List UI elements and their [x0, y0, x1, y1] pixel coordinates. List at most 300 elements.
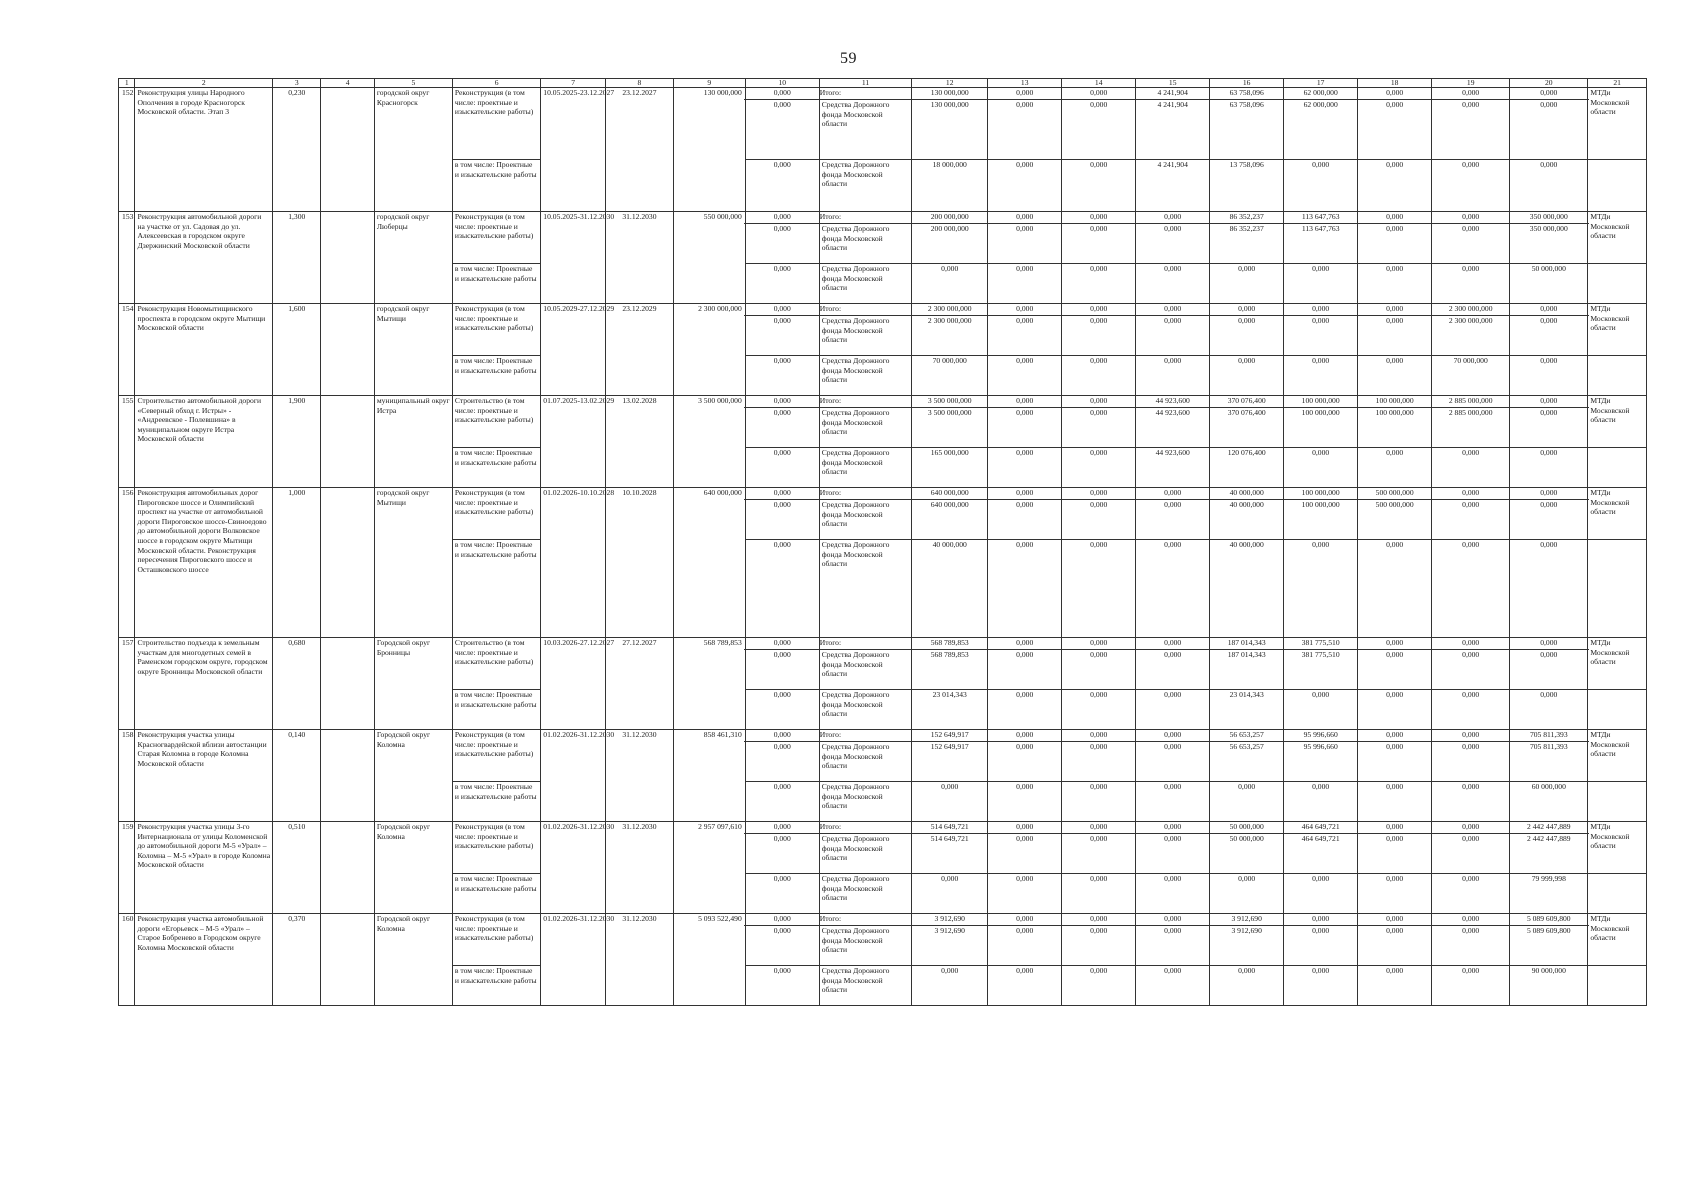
funding-year-16 — [1210, 304, 1284, 356]
funding-year-15 — [1136, 212, 1210, 264]
column-number-cell: 13 — [988, 79, 1062, 88]
funding-regional-value: 0,000 — [1164, 926, 1182, 935]
project-row — [119, 212, 1647, 264]
funding-total-value: 350 000,000 — [1508, 212, 1589, 224]
object-name: Реконструкция участка улицы Красногвардейской вблизи автостанции Старая Коломна в городе Коломна Московской области — [135, 730, 273, 822]
column-number-cell: 6 — [452, 79, 540, 88]
funding-year-20 — [1510, 914, 1588, 966]
funding-regional-value: 500 000,000 — [1375, 500, 1414, 509]
funding-year-15 — [1136, 822, 1210, 874]
funding-prior-regional: 0,000 — [773, 926, 791, 935]
funding-total-value: 464 649,721 — [1282, 822, 1359, 834]
funding-total-value: 0,000 — [1430, 88, 1511, 100]
funding-year-16 — [1210, 822, 1284, 874]
funding-total-value: 0,000 — [1356, 212, 1433, 224]
funding-regional-value: 0,000 — [1462, 742, 1480, 751]
funding-total-value: 3 912,690 — [910, 914, 989, 926]
funding-prior-total: 0,000 — [744, 822, 821, 834]
funding-regional-value: 0,000 — [1090, 926, 1108, 935]
funding-regional-value: 0,000 — [1164, 742, 1182, 751]
row-number: 152 — [119, 88, 135, 212]
source-regional-label: Средства Дорожного фонда Московской области — [821, 650, 890, 679]
column-number-cell: 4 — [321, 79, 374, 88]
funding-prior-total: 0,000 — [744, 730, 821, 742]
funding-sub-value: 0,000 — [1284, 160, 1358, 212]
funding-prior-sub: 0,000 — [745, 690, 819, 730]
funding-regional-value: 187 014,343 — [1227, 650, 1266, 659]
funding-sub-value: 0,000 — [1358, 874, 1432, 914]
funding-regional-value: 0,000 — [1090, 316, 1108, 325]
municipality: городской округ Мытищи — [374, 304, 452, 396]
funding-sub-value: 0,000 — [988, 782, 1062, 822]
funding-total-value: 0,000 — [1208, 304, 1285, 316]
funding-prior-sub: 0,000 — [745, 966, 819, 1006]
funding-year-17 — [1284, 638, 1358, 690]
funding-sub-value: 0,000 — [912, 264, 988, 304]
work-type-sub: в том числе: Проектные и изыскательские работы — [452, 782, 540, 822]
source-regional-label: Средства Дорожного фонда Московской области — [821, 408, 890, 437]
funding-sub-value: 0,000 — [1284, 966, 1358, 1006]
funding-year-16 — [1210, 638, 1284, 690]
source-sub-label: Средства Дорожного фонда Московской области — [819, 264, 911, 304]
funding-regional-value: 0,000 — [1462, 834, 1480, 843]
source-regional-label: Средства Дорожного фонда Московской области — [821, 742, 890, 771]
funding-year-15 — [1136, 88, 1210, 160]
work-period: 10.05.2029-27.12.2029 — [541, 304, 606, 396]
funding-total-value: 5 089 609,800 — [1508, 914, 1589, 926]
funding-year-19 — [1432, 914, 1510, 966]
funding-sub-value: 0,000 — [1062, 264, 1136, 304]
funding-sub-value: 79 999,998 — [1510, 874, 1588, 914]
funding-sub-value: 0,000 — [988, 966, 1062, 1006]
funding-sub-value: 4 241,904 — [1136, 160, 1210, 212]
funding-prior-regional: 0,000 — [773, 650, 791, 659]
funding-year-16 — [1210, 212, 1284, 264]
funding-source — [819, 396, 911, 448]
funding-sub-value: 0,000 — [988, 160, 1062, 212]
project-row — [119, 914, 1647, 966]
funding-regional-value: 0,000 — [1090, 224, 1108, 233]
column-number-cell: 7 — [541, 79, 606, 88]
funding-total-value: 0,000 — [1430, 914, 1511, 926]
funding-prior-total: 0,000 — [744, 488, 821, 500]
customer-sub — [1588, 874, 1647, 914]
funding-regional-value: 0,000 — [1540, 100, 1558, 109]
funding-year-17 — [1284, 396, 1358, 448]
funding-total-value: 0,000 — [986, 638, 1063, 650]
funding-sub-value: 0,000 — [988, 540, 1062, 638]
funding-regional-value: 0,000 — [1462, 500, 1480, 509]
estimated-cost: 568 789,853 — [673, 638, 745, 730]
funding-total-value: 0,000 — [1508, 488, 1589, 500]
estimated-cost: 640 000,000 — [673, 488, 745, 638]
funding-year-18 — [1358, 488, 1432, 540]
funding-total-value: 0,000 — [1060, 88, 1137, 100]
object-name: Реконструкция Новомытищинского проспекта в городском округе Мытищи Московской области — [135, 304, 273, 396]
column-number-cell: 12 — [912, 79, 988, 88]
work-type: Реконструкция (в том числе: проектные и изыскательские работы) — [452, 488, 540, 540]
funding-total-value: 2 300 000,000 — [910, 304, 989, 316]
funding-regional-value: 0,000 — [1090, 100, 1108, 109]
funding-regional-value: 0,000 — [1090, 742, 1108, 751]
funding-regional-value: 0,000 — [1386, 100, 1404, 109]
funding-sub-value: 18 000,000 — [912, 160, 988, 212]
funding-year-19 — [1432, 396, 1510, 448]
funding-year-14 — [1062, 212, 1136, 264]
completion-date: 23.12.2027 — [606, 88, 674, 212]
page-number: 59 — [840, 50, 857, 67]
customer: МТДи Московской области — [1588, 914, 1647, 966]
funding-regional-value: 0,000 — [1164, 834, 1182, 843]
funding-regional-value: 0,000 — [1540, 316, 1558, 325]
work-period: 01.07.2025-13.02.2029 — [541, 396, 606, 488]
investment-program-table — [118, 78, 1647, 1006]
source-regional-label: Средства Дорожного фонда Московской области — [821, 834, 890, 863]
funding-sub-value: 0,000 — [1432, 782, 1510, 822]
funding-sub-value: 165 000,000 — [912, 448, 988, 488]
funding-sub-value: 0,000 — [1358, 160, 1432, 212]
funding-year-12 — [912, 304, 988, 356]
funding-total-value: 370 076,400 — [1208, 396, 1285, 408]
funding-sub-value: 13 758,096 — [1210, 160, 1284, 212]
funding-total-value: 200 000,000 — [910, 212, 989, 224]
work-type: Реконструкция (в том числе: проектные и изыскательские работы) — [452, 88, 540, 160]
funding-year-14 — [1062, 730, 1136, 782]
funding-year-16 — [1210, 730, 1284, 782]
funding-sub-value: 0,000 — [1432, 264, 1510, 304]
completion-date: 31.12.2030 — [606, 822, 674, 914]
funding-sub-value: 0,000 — [912, 966, 988, 1006]
funding-regional-value: 0,000 — [1016, 650, 1034, 659]
funding-regional-value: 568 789,853 — [930, 650, 969, 659]
funding-year-14 — [1062, 914, 1136, 966]
funding-total-value: 0,000 — [986, 730, 1063, 742]
funding-year-16 — [1210, 488, 1284, 540]
funding-prior-total: 0,000 — [744, 638, 821, 650]
funding-sub-value: 0,000 — [1136, 874, 1210, 914]
funding-year-12 — [912, 730, 988, 782]
funding-regional-value: 0,000 — [1540, 500, 1558, 509]
funding-prior-regional: 0,000 — [773, 224, 791, 233]
funding-total-value: 2 885 000,000 — [1430, 396, 1511, 408]
work-type: Строительство (в том числе: проектные и изыскательские работы) — [452, 396, 540, 448]
object-name: Реконструкция автомобильных дорог Пироговское шоссе и Олимпийский проспект на участке от автомобильной дороги Пироговское шоссе-Свиноедово до автомобильной дороги Волковское шоссе в городском округе Мытищи Московской области. Реконструкция пересечения Пироговского шоссе и Осташковского шоссе — [135, 488, 273, 638]
funding-regional-value: 63 758,096 — [1229, 100, 1264, 109]
source-regional-label: Средства Дорожного фонда Московской области — [821, 926, 890, 955]
funding-sub-value: 0,000 — [1210, 264, 1284, 304]
funding-regional-value: 514 649,721 — [930, 834, 969, 843]
funding-year-20 — [1510, 488, 1588, 540]
funding-sub-value: 0,000 — [1510, 690, 1588, 730]
funding-regional-value: 3 912,690 — [1231, 926, 1262, 935]
funding-total-value: 44 923,600 — [1134, 396, 1211, 408]
funding-total-value: 2 442 447,889 — [1508, 822, 1589, 834]
funding-regional-value: 0,000 — [1540, 408, 1558, 417]
length-km: 0,140 — [273, 730, 321, 822]
funding-sub-value: 0,000 — [1510, 160, 1588, 212]
funding-total-value: 152 649,917 — [910, 730, 989, 742]
funding-prior-years — [745, 88, 819, 160]
work-period: 01.02.2026-10.10.2028 — [541, 488, 606, 638]
funding-year-12 — [912, 914, 988, 966]
column-number-cell: 17 — [1284, 79, 1358, 88]
funding-year-17 — [1284, 730, 1358, 782]
funding-sub-value: 0,000 — [1210, 874, 1284, 914]
project-row — [119, 638, 1647, 690]
funding-sub-value: 0,000 — [1284, 448, 1358, 488]
funding-regional-value: 0,000 — [1540, 650, 1558, 659]
municipality: Городской округ Коломна — [374, 914, 452, 1006]
column-number-cell: 14 — [1062, 79, 1136, 88]
funding-sub-value: 0,000 — [1210, 782, 1284, 822]
funding-year-18 — [1358, 88, 1432, 160]
funding-regional-value: 381 775,510 — [1301, 650, 1340, 659]
funding-regional-value: 95 996,660 — [1303, 742, 1338, 751]
customer-sub — [1588, 690, 1647, 730]
column-number-cell: 9 — [673, 79, 745, 88]
funding-prior-total: 0,000 — [744, 88, 821, 100]
funding-total-value: 63 758,096 — [1208, 88, 1285, 100]
funding-source — [819, 638, 911, 690]
funding-regional-value: 705 811,393 — [1529, 742, 1568, 751]
funding-total-value: 187 014,343 — [1208, 638, 1285, 650]
funding-prior-regional: 0,000 — [773, 100, 791, 109]
funding-year-13 — [988, 212, 1062, 264]
funding-sub-value: 0,000 — [1062, 966, 1136, 1006]
funding-year-13 — [988, 396, 1062, 448]
funding-prior-sub: 0,000 — [745, 264, 819, 304]
completion-date: 27.12.2027 — [606, 638, 674, 730]
row-number: 153 — [119, 212, 135, 304]
funding-regional-value: 113 647,763 — [1301, 224, 1340, 233]
municipality: городской округ Мытищи — [374, 488, 452, 638]
column-number-cell: 1 — [119, 79, 135, 88]
source-total-label: Итого: — [818, 638, 913, 650]
capacity — [321, 396, 374, 488]
funding-year-19 — [1432, 730, 1510, 782]
funding-total-value: 100 000,000 — [1282, 488, 1359, 500]
municipality: Городской округ Бронницы — [374, 638, 452, 730]
funding-prior-years — [745, 212, 819, 264]
funding-regional-value: 62 000,000 — [1303, 100, 1338, 109]
capacity — [321, 488, 374, 638]
funding-regional-value: 0,000 — [1462, 100, 1480, 109]
source-sub-label: Средства Дорожного фонда Московской области — [819, 874, 911, 914]
work-type: Строительство (в том числе: проектные и изыскательские работы) — [452, 638, 540, 690]
funding-prior-years — [745, 730, 819, 782]
funding-year-12 — [912, 822, 988, 874]
funding-year-18 — [1358, 638, 1432, 690]
funding-year-20 — [1510, 730, 1588, 782]
funding-regional-value: 0,000 — [1312, 316, 1330, 325]
funding-sub-value: 50 000,000 — [1510, 264, 1588, 304]
capacity — [321, 88, 374, 212]
funding-regional-value: 0,000 — [1016, 742, 1034, 751]
funding-sub-value: 60 000,000 — [1510, 782, 1588, 822]
funding-sub-value: 0,000 — [1432, 448, 1510, 488]
municipality: муниципальный округ Истра — [374, 396, 452, 488]
length-km: 1,300 — [273, 212, 321, 304]
source-total-label: Итого: — [818, 396, 913, 408]
funding-sub-value: 0,000 — [1062, 160, 1136, 212]
funding-prior-sub: 0,000 — [745, 540, 819, 638]
object-name: Реконструкция участка улицы 3-го Интернационала от улицы Коломенской до автомобильной дороги М-5 «Урал» – Коломна – М-5 «Урал» в городе Коломна Московской области — [135, 822, 273, 914]
funding-year-14 — [1062, 396, 1136, 448]
funding-regional-value: 2 442 447,889 — [1526, 834, 1571, 843]
work-type-sub: в том числе: Проектные и изыскательские работы — [452, 264, 540, 304]
funding-regional-value: 640 000,000 — [930, 500, 969, 509]
funding-year-20 — [1510, 396, 1588, 448]
funding-total-value: 50 000,000 — [1208, 822, 1285, 834]
funding-source — [819, 488, 911, 540]
source-sub-label: Средства Дорожного фонда Московской области — [819, 540, 911, 638]
project-row — [119, 396, 1647, 448]
customer-sub — [1588, 782, 1647, 822]
project-row — [119, 88, 1647, 160]
funding-source — [819, 914, 911, 966]
funding-sub-value: 0,000 — [1284, 874, 1358, 914]
funding-total-value: 0,000 — [1356, 822, 1433, 834]
funding-sub-value: 0,000 — [1284, 356, 1358, 396]
funding-year-20 — [1510, 88, 1588, 160]
funding-year-19 — [1432, 638, 1510, 690]
work-type-sub: в том числе: Проектные и изыскательские работы — [452, 540, 540, 638]
funding-total-value: 0,000 — [1134, 730, 1211, 742]
funding-regional-value: 0,000 — [1016, 926, 1034, 935]
funding-regional-value: 0,000 — [1016, 100, 1034, 109]
funding-regional-value: 0,000 — [1164, 650, 1182, 659]
funding-sub-value: 70 000,000 — [1432, 356, 1510, 396]
funding-year-13 — [988, 638, 1062, 690]
work-type: Реконструкция (в том числе: проектные и изыскательские работы) — [452, 304, 540, 356]
source-total-label: Итого: — [818, 212, 913, 224]
source-total-label: Итого: — [818, 488, 913, 500]
funding-regional-value: 350 000,000 — [1529, 224, 1568, 233]
funding-year-14 — [1062, 822, 1136, 874]
funding-year-13 — [988, 822, 1062, 874]
funding-regional-value: 0,000 — [1090, 500, 1108, 509]
funding-sub-value: 0,000 — [1136, 966, 1210, 1006]
funding-total-value: 3 912,690 — [1208, 914, 1285, 926]
funding-sub-value: 23 014,343 — [1210, 690, 1284, 730]
funding-total-value: 56 653,257 — [1208, 730, 1285, 742]
funding-year-18 — [1358, 212, 1432, 264]
funding-sub-value: 0,000 — [1358, 540, 1432, 638]
funding-prior-sub: 0,000 — [745, 448, 819, 488]
column-number-cell: 16 — [1210, 79, 1284, 88]
work-period: 10.05.2025-31.12.2030 — [541, 212, 606, 304]
funding-prior-regional: 0,000 — [773, 500, 791, 509]
funding-year-17 — [1284, 914, 1358, 966]
funding-year-18 — [1358, 396, 1432, 448]
length-km: 0,230 — [273, 88, 321, 212]
funding-sub-value: 0,000 — [1136, 264, 1210, 304]
funding-year-12 — [912, 638, 988, 690]
funding-sub-value: 0,000 — [1062, 782, 1136, 822]
funding-regional-value: 0,000 — [1016, 224, 1034, 233]
source-total-label: Итого: — [818, 730, 913, 742]
column-number-cell: 11 — [819, 79, 911, 88]
funding-year-18 — [1358, 304, 1432, 356]
funding-total-value: 0,000 — [1356, 88, 1433, 100]
estimated-cost: 130 000,000 — [673, 88, 745, 212]
customer-sub — [1588, 160, 1647, 212]
funding-total-value: 0,000 — [986, 88, 1063, 100]
work-period: 01.02.2026-31.12.2030 — [541, 822, 606, 914]
work-type-sub: в том числе: Проектные и изыскательские работы — [452, 448, 540, 488]
funding-sub-value: 0,000 — [1062, 448, 1136, 488]
object-name: Реконструкция участка автомобильной дороги «Егорьевск – М-5 «Урал» – Старое Бобренево в Городском округе Коломна Московской области — [135, 914, 273, 1006]
funding-total-value: 640 000,000 — [910, 488, 989, 500]
funding-sub-value: 0,000 — [1136, 690, 1210, 730]
length-km: 0,680 — [273, 638, 321, 730]
funding-total-value: 381 775,510 — [1282, 638, 1359, 650]
capacity — [321, 822, 374, 914]
source-total-label: Итого: — [818, 914, 913, 926]
funding-year-19 — [1432, 822, 1510, 874]
source-sub-label: Средства Дорожного фонда Московской области — [819, 160, 911, 212]
funding-total-value: 100 000,000 — [1282, 396, 1359, 408]
funding-regional-value: 200 000,000 — [930, 224, 969, 233]
funding-total-value: 0,000 — [1134, 212, 1211, 224]
source-sub-label: Средства Дорожного фонда Московской области — [819, 690, 911, 730]
funding-year-15 — [1136, 304, 1210, 356]
funding-prior-years — [745, 488, 819, 540]
funding-regional-value: 40 000,000 — [1229, 500, 1264, 509]
funding-total-value: 4 241,904 — [1134, 88, 1211, 100]
source-sub-label: Средства Дорожного фонда Московской области — [819, 782, 911, 822]
funding-total-value: 0,000 — [986, 212, 1063, 224]
source-sub-label: Средства Дорожного фонда Московской области — [819, 448, 911, 488]
funding-regional-value: 152 649,917 — [930, 742, 969, 751]
funding-regional-value: 0,000 — [1462, 224, 1480, 233]
completion-date: 31.12.2030 — [606, 914, 674, 1006]
funding-prior-total: 0,000 — [744, 304, 821, 316]
funding-regional-value: 0,000 — [1090, 408, 1108, 417]
funding-regional-value: 0,000 — [1016, 316, 1034, 325]
funding-sub-value: 0,000 — [1358, 966, 1432, 1006]
object-name: Реконструкция улицы Народного Ополчения в городе Красногорск Московской области. Этап 3 — [135, 88, 273, 212]
estimated-cost: 858 461,310 — [673, 730, 745, 822]
work-type-sub: в том числе: Проектные и изыскательские работы — [452, 160, 540, 212]
customer-sub — [1588, 356, 1647, 396]
row-number: 157 — [119, 638, 135, 730]
funding-sub-value: 0,000 — [988, 874, 1062, 914]
column-number-cell: 8 — [606, 79, 674, 88]
funding-sub-value: 0,000 — [1432, 540, 1510, 638]
estimated-cost: 550 000,000 — [673, 212, 745, 304]
funding-year-17 — [1284, 488, 1358, 540]
work-type-sub: в том числе: Проектные и изыскательские работы — [452, 690, 540, 730]
column-number-cell: 2 — [135, 79, 273, 88]
funding-sub-value: 0,000 — [988, 448, 1062, 488]
row-number: 156 — [119, 488, 135, 638]
funding-prior-regional: 0,000 — [773, 316, 791, 325]
funding-total-value: 0,000 — [1060, 488, 1137, 500]
funding-total-value: 705 811,393 — [1508, 730, 1589, 742]
completion-date: 13.02.2028 — [606, 396, 674, 488]
funding-total-value: 0,000 — [1430, 488, 1511, 500]
funding-prior-regional: 0,000 — [773, 408, 791, 417]
funding-source — [819, 304, 911, 356]
funding-year-15 — [1136, 488, 1210, 540]
funding-sub-value: 0,000 — [1136, 782, 1210, 822]
source-regional-label: Средства Дорожного фонда Московской области — [821, 500, 890, 529]
funding-sub-value: 0,000 — [1432, 874, 1510, 914]
customer: МТДи Московской области — [1588, 822, 1647, 874]
funding-total-value: 0,000 — [986, 488, 1063, 500]
funding-sub-value: 0,000 — [1358, 356, 1432, 396]
